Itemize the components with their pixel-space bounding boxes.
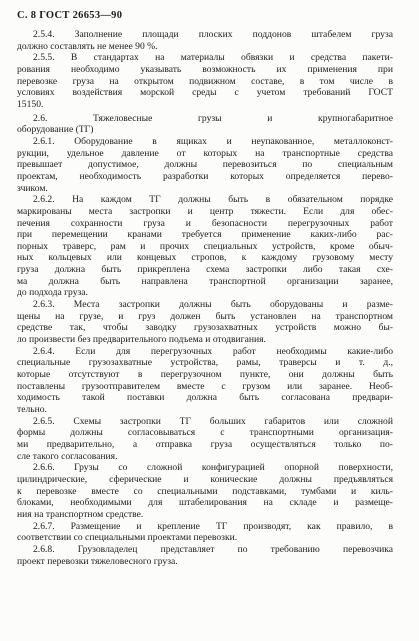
text-line: порных траверс, рам и прочих специальных устройств, кроме обыч- [17,240,393,252]
paragraph-p267 [17,521,393,544]
text-line: 2.5.5. В стандартах на материалы обвязки и средства пакети- [33,52,393,64]
text-line: до подхода груза. [17,287,88,299]
text-line: перевозке груза на открытом подвижном составе, в том числе в [17,75,393,87]
paragraph-p265 [17,416,393,463]
text-line: цилиндрические, сферические и конические должны предъявляться [17,473,393,485]
text-line: 2.6.4. Если для перегрузочных работ необходимы какие-либо [33,345,393,357]
text-line: 2.6.5. Схемы застропки ТГ больших габаритов или сложной [33,415,393,427]
text-line: средстве так, чтобы заводку грузозахватных устройств можно бы- [17,322,393,334]
text-line: соответствии со специальными проектами перевозки. [17,532,238,544]
text-line: которые отсутствуют в перегрузочном пункте, они должны быть [17,369,393,381]
text-line: 2.6.1. Оборудование в ящиках и неупакованное, металлоконст- [33,135,393,147]
text-line: 2.6.2. На каждом ТГ должны быть в обязательном порядке [33,194,393,206]
paragraph-p268 [17,544,393,567]
text-line: должно составлять не менее 90 %. [17,40,158,52]
text-line: превышает допустимое, должны перевозиться по специальным [17,159,393,171]
text-line: зчиком. [17,182,48,194]
text-line: 15150. [17,98,44,110]
text-line: ходимость такой поставки должна быть согласована предвари- [17,392,393,404]
text-line: 2.6.8. Грузовладелец представляет по требованию перевозчика [33,543,393,555]
text-line: 2.6. Тяжеловесные грузы и крупногабаритное [33,112,393,124]
text-line: печения сохранности груза и безопасности перегрузочных работ [17,217,393,229]
text-line: к перевозке вместе со специальными подставками, тумбами и киль- [17,485,393,497]
text-line: формы должны согласовываться с транспортными организация- [17,427,393,439]
paragraph-p254 [17,29,393,52]
text-line: ло произвести без предварительного подъема и отодвигания. [17,334,266,346]
text-line: поставлены грузоотправителем вместе с грузом или заранее. Необ- [17,380,393,392]
text-line: оборудование (ТГ) [17,124,94,136]
text-line: условиях воздействия морской среды с учетом требований ГОСТ [17,87,393,99]
text-line: 2.5.4. Заполнение площади плоских поддонов штабелем груза [33,29,393,40]
text-line: ния на транспортном средстве. [17,508,144,520]
text-line: сле такого согласования. [17,450,118,462]
paragraph-p261 [17,136,393,194]
text-line: 2.6.7. Размещение и крепление ТГ производят, как правило, в [33,520,393,532]
page-header: С. 8 ГОСТ 26653—90 [17,10,123,21]
text-line: ма должна быть направлена транспортной организации заранее, [17,275,393,287]
text-line: проект перевозки тяжеловесного груза. [17,555,178,567]
paragraph-p262 [17,194,393,299]
paragraph-p266 [17,462,393,520]
text-line: специальные грузозахватные устройства, рамы, траверсы и т. д., [17,357,393,369]
paragraph-p263 [17,299,393,346]
text-line: проектам, необходимость разработки которых определяется перево- [17,170,393,182]
text-line: 2.6.3. Места застропки должны быть оборудованы и разме- [33,299,393,311]
paragraph-p26 [17,113,393,136]
paragraph-p255 [17,52,393,110]
text-line: блоками, необходимыми для штабелирования на складе и размеще- [17,497,393,509]
text-line: ми предварительно, а отправка груза осуществляться только по- [17,438,393,450]
text-line: маркированы места застропки и центр тяжести. Если для обес- [17,205,393,217]
text-line: щены на грузе, и груз должен быть установлен на транспортном [17,310,393,322]
paragraph-p264 [17,346,393,416]
text-line: 2.6.6. Грузы со сложной конфигурацией опорной поверхности, [33,462,393,474]
text-line: рования необходимо указывать возможность их применения при [17,63,393,75]
text-line: ных кольцевых или концевых стропов, к каждому грузовому месту [17,252,393,264]
text-line: тельно. [17,404,47,415]
text-line: при перемещении кранами требуется применение каких-либо рас- [17,229,393,241]
document-body [17,29,393,567]
text-line: груза должна быть прикреплена схема застропки либо такая схе- [17,264,393,276]
text-line: рукции, удельное давление от которых на транспортные средства [17,147,393,159]
